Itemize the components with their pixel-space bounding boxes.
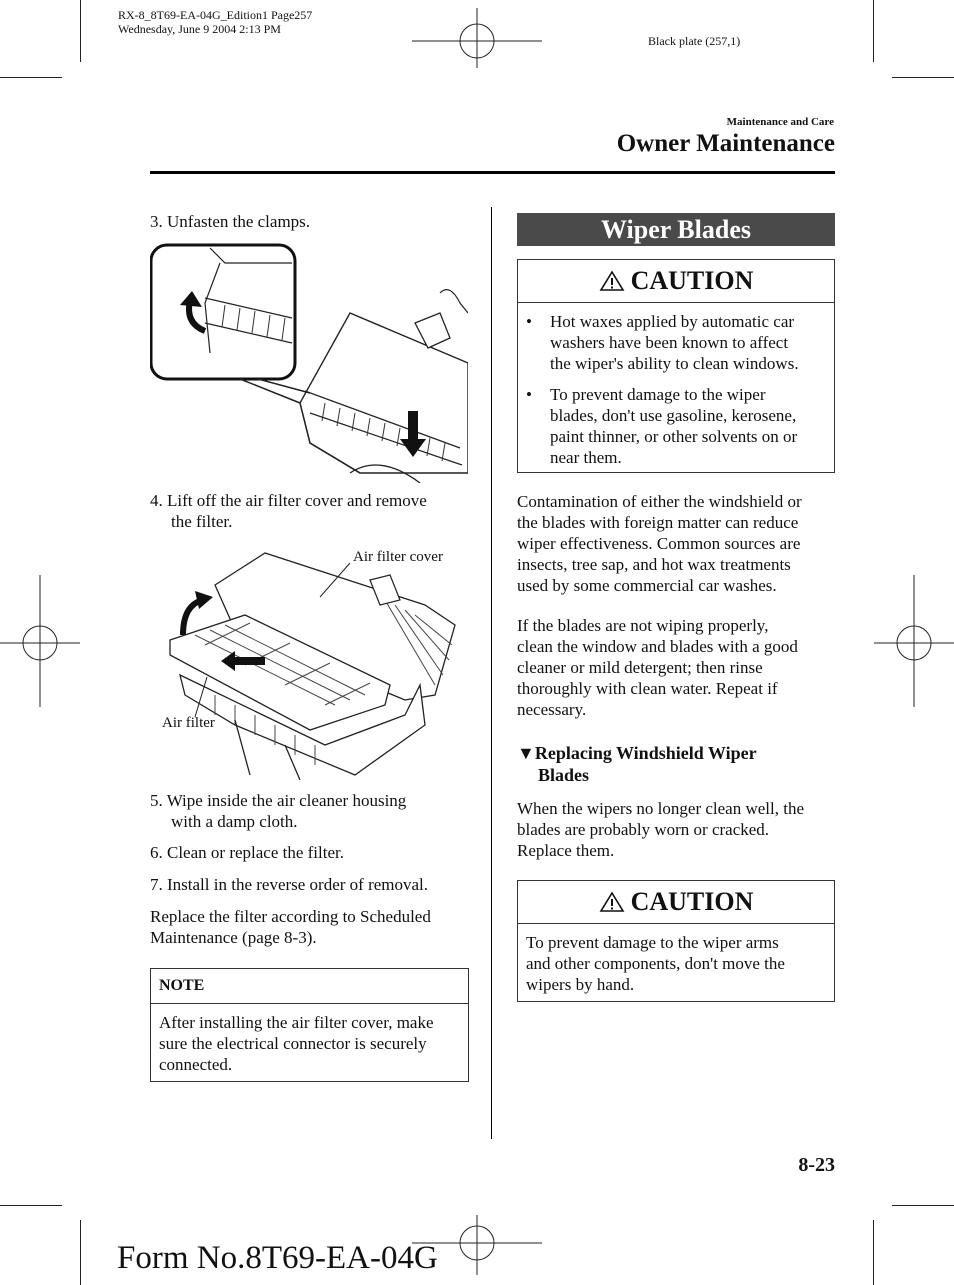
- column-divider: [491, 207, 492, 1139]
- note-line3: connected.: [159, 1055, 233, 1074]
- note-line1: After installing the air filter cover, make: [159, 1013, 434, 1032]
- step-5-line2: with a damp cloth.: [171, 812, 298, 831]
- figure-label-air-filter: Air filter: [162, 715, 215, 731]
- subhead-line1: [517, 742, 757, 764]
- wiper-blades-banner: Wiper Blades: [517, 213, 835, 246]
- caution-bullet: [518, 384, 834, 468]
- bullet-line: Hot waxes applied by automatic car: [550, 312, 795, 331]
- figure-remove-filter: [155, 545, 465, 780]
- worn-blades-paragraph: [517, 798, 804, 861]
- step-4-line2: the filter.: [171, 512, 233, 531]
- para-line: Replace them.: [517, 841, 615, 860]
- print-header: [118, 8, 312, 36]
- step-6: 6. Clean or replace the filter.: [150, 843, 344, 862]
- caution-box-1: [517, 259, 835, 473]
- cleaning-paragraph: [517, 615, 798, 720]
- registration-target-top: [412, 8, 542, 68]
- replace-filter-paragraph: [150, 906, 431, 948]
- caution-title-1: CAUTION: [630, 266, 754, 295]
- crop-mark: [892, 1205, 954, 1206]
- caution-header-1: [518, 260, 834, 303]
- figure-label-air-filter-cover: Air filter cover: [353, 549, 443, 565]
- registration-target-right: [874, 575, 954, 707]
- step-4: [150, 490, 427, 532]
- step-5-line1: 5. Wipe inside the air cleaner housing: [150, 791, 407, 810]
- para-line: When the wipers no longer clean well, the: [517, 799, 805, 818]
- warning-triangle-icon: [599, 891, 625, 913]
- section-category: Maintenance and Care: [726, 116, 834, 128]
- plate-label: Black plate (257,1): [648, 34, 741, 48]
- note-box: [150, 968, 469, 1082]
- bullet-dot: •: [526, 312, 532, 331]
- para-line: used by some commercial car washes.: [517, 576, 777, 595]
- crop-mark: [0, 1205, 62, 1206]
- para-line: cleaner or mild detergent; then rinse: [517, 658, 763, 677]
- caution-header-2: [518, 881, 834, 924]
- registration-target-left: [0, 575, 80, 707]
- para-line: Contamination of either the windshield or: [517, 492, 802, 511]
- replace-line2: Maintenance (page 8-3).: [150, 928, 317, 947]
- para-line: insects, tree sap, and hot wax treatments: [517, 555, 791, 574]
- bullet-line: washers have been known to affect: [550, 333, 789, 352]
- bullet-line: the wiper's ability to clean windows.: [550, 354, 799, 373]
- caution-title-2: CAUTION: [630, 887, 754, 916]
- note-line2: sure the electrical connector is securely: [159, 1034, 427, 1053]
- step-5: [150, 790, 406, 832]
- contamination-paragraph: [517, 491, 802, 596]
- bullet-line: paint thinner, or other solvents on or: [550, 427, 798, 446]
- page-number: 8-23: [798, 1154, 835, 1176]
- para-line: thoroughly with clean water. Repeat if: [517, 679, 778, 698]
- crop-mark: [0, 77, 62, 78]
- para-line: clean the window and blades with a good: [517, 637, 798, 656]
- crop-mark: [873, 1220, 874, 1285]
- bullet-line: near them.: [550, 448, 622, 467]
- caution-bullet: [518, 311, 834, 374]
- caution-line: and other components, don't move the: [526, 954, 785, 973]
- caution-line: wipers by hand.: [526, 975, 635, 994]
- caution-bullets-1: [518, 303, 834, 468]
- step-3: 3. Unfasten the clamps.: [150, 212, 311, 231]
- subhead-line2: Blades: [538, 765, 590, 785]
- replace-line1: Replace the filter according to Scheduled: [150, 907, 431, 926]
- warning-triangle-icon: [599, 270, 625, 292]
- print-header-file: RX-8_8T69-EA-04G_Edition1 Page257: [118, 8, 313, 22]
- crop-mark: [80, 1220, 81, 1285]
- note-body: [151, 1004, 468, 1083]
- para-line: necessary.: [517, 700, 587, 719]
- figure-unfasten-clamps: [150, 243, 468, 483]
- crop-mark: [892, 77, 954, 78]
- crop-mark: [80, 0, 81, 62]
- form-number: Form No.8T69-EA-04G: [117, 1240, 438, 1276]
- step-7: 7. Install in the reverse order of removal.: [150, 875, 429, 894]
- header-rule: [150, 171, 835, 174]
- caution-box-2: [517, 880, 835, 1002]
- subhead-text: Replacing Windshield Wiper: [534, 743, 757, 763]
- para-line: If the blades are not wiping properly,: [517, 616, 769, 635]
- replacing-wiper-subheading: [517, 742, 757, 786]
- crop-mark: [873, 0, 874, 62]
- bullet-line: blades, don't use gasoline, kerosene,: [550, 406, 797, 425]
- step-4-line1: 4. Lift off the air filter cover and remove: [150, 491, 427, 510]
- note-title: NOTE: [151, 969, 468, 1004]
- caution-body-2: [518, 924, 834, 1003]
- para-line: wiper effectiveness. Common sources are: [517, 534, 801, 553]
- bullet-dot: •: [526, 385, 532, 404]
- para-line: the blades with foreign matter can reduce: [517, 513, 799, 532]
- caution-line: To prevent damage to the wiper arms: [526, 933, 779, 952]
- triangle-down-icon: ▼: [517, 743, 535, 763]
- bullet-line: To prevent damage to the wiper: [550, 385, 766, 404]
- print-header-date: Wednesday, June 9 2004 2:13 PM: [118, 22, 281, 36]
- section-title: Owner Maintenance: [616, 130, 835, 157]
- para-line: blades are probably worn or cracked.: [517, 820, 770, 839]
